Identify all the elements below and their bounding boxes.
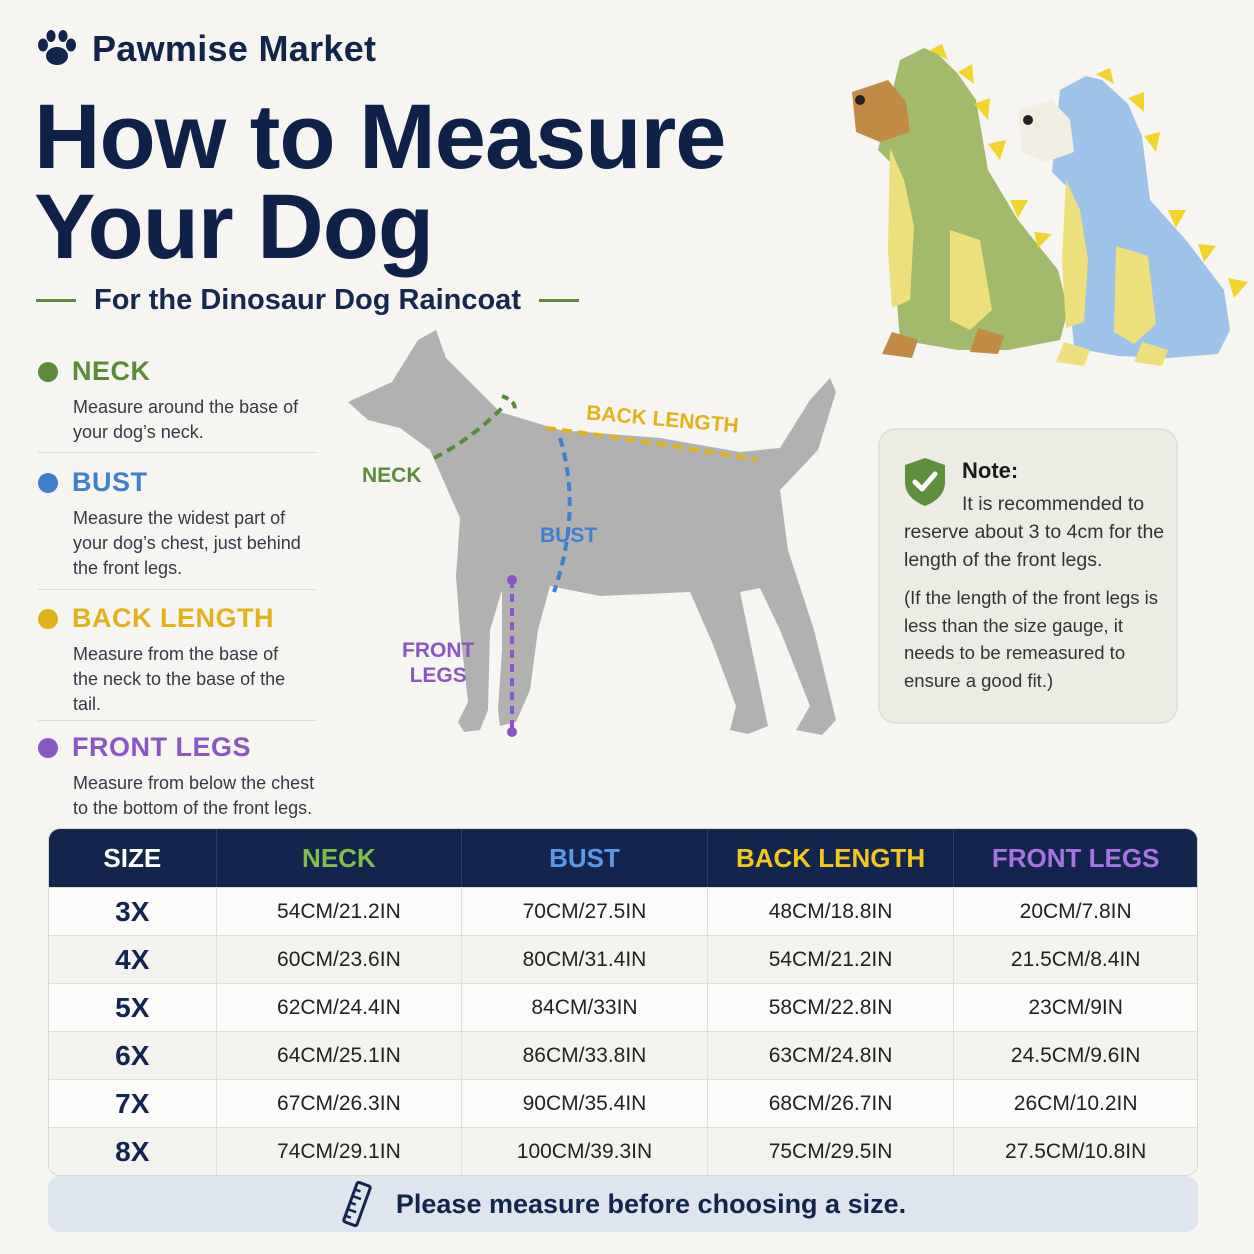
note-card: [878, 428, 1178, 724]
measure-back-length-desc: Measure from the base of the neck to the base of the tail.: [73, 644, 286, 714]
size-table: [48, 828, 1198, 1176]
note-title: Note:: [962, 458, 1019, 483]
front-legs-cell: 27.5CM/10.8IN: [954, 1127, 1197, 1175]
table-header-row: [49, 829, 1197, 887]
size-cell: 6X: [49, 1031, 217, 1079]
brand-name: Pawmise Market: [92, 28, 377, 69]
neck-dot-icon: [38, 362, 58, 382]
ruler-icon: [340, 1181, 374, 1227]
neck-cell: 60CM/23.6IN: [217, 935, 463, 983]
neck-cell: 74CM/29.1IN: [217, 1127, 463, 1175]
back-length-dot-icon: [38, 609, 58, 629]
bust-cell: 80CM/31.4IN: [462, 935, 708, 983]
column-header-back-length: BACK LENGTH: [708, 829, 955, 887]
bust-cell: 84CM/33IN: [462, 983, 708, 1031]
table-row: [49, 887, 1197, 935]
bust-dot-icon: [38, 473, 58, 493]
measure-bust-label: BUST: [72, 467, 148, 497]
column-header-neck: NECK: [217, 829, 463, 887]
paw-icon: [36, 29, 78, 69]
measure-neck-desc: Measure around the base of your dog’s neck.: [73, 397, 299, 442]
title-line-2: Your Dog: [34, 176, 434, 278]
neck-cell: 62CM/24.4IN: [217, 983, 463, 1031]
back-length-cell: 75CM/29.5IN: [708, 1127, 955, 1175]
measure-neck-label: NECK: [72, 356, 151, 386]
footer-banner: [48, 1176, 1198, 1232]
note-text-secondary: (If the length of the front legs is less than the size gauge, it needs to be remeasured to ensure a good fit.): [904, 587, 1159, 691]
size-cell: 3X: [49, 887, 217, 935]
brand: [36, 28, 376, 70]
column-header-front-legs: FRONT LEGS: [954, 829, 1197, 887]
measure-front-legs: [38, 732, 316, 821]
measure-neck: [38, 356, 316, 445]
size-cell: 7X: [49, 1079, 217, 1127]
front-legs-cell: 23CM/9IN: [954, 983, 1197, 1031]
measure-back-length: [38, 603, 316, 717]
front-legs-cell: 20CM/7.8IN: [954, 887, 1197, 935]
neck-cell: 64CM/25.1IN: [217, 1031, 463, 1079]
subtitle: For the Dinosaur Dog Raincoat: [94, 284, 521, 316]
front-legs-cell: 24.5CM/9.6IN: [954, 1031, 1197, 1079]
dog-diagram: [340, 330, 850, 750]
measure-front-legs-label: FRONT LEGS: [72, 732, 251, 762]
size-cell: 8X: [49, 1127, 217, 1175]
table-row: [49, 1031, 1197, 1079]
subtitle-row: [36, 284, 579, 317]
diagram-front-legs-line-2: LEGS: [409, 664, 467, 687]
table-row: [49, 983, 1197, 1031]
neck-cell: 67CM/26.3IN: [217, 1079, 463, 1127]
table-row: [49, 1079, 1197, 1127]
table-row: [49, 1127, 1197, 1175]
dogs-raincoat-photo: [838, 40, 1254, 370]
bust-cell: 90CM/35.4IN: [462, 1079, 708, 1127]
measure-bust: [38, 467, 316, 581]
bust-cell: 70CM/27.5IN: [462, 887, 708, 935]
bust-cell: 100CM/39.3IN: [462, 1127, 708, 1175]
back-length-cell: 68CM/26.7IN: [708, 1079, 955, 1127]
diagram-bust-label: BUST: [540, 524, 598, 547]
back-length-cell: 63CM/24.8IN: [708, 1031, 955, 1079]
front-legs-cell: 21.5CM/8.4IN: [954, 935, 1197, 983]
subtitle-rule-right: [539, 299, 579, 302]
note-text-primary: It is recommended to reserve about 3 to 4cm for the length of the front legs.: [904, 493, 1165, 571]
diagram-neck-label: NECK: [362, 464, 422, 487]
diagram-front-legs-line-1: FRONT: [402, 639, 475, 662]
footer-text: Please measure before choosing a size.: [395, 1188, 907, 1219]
back-length-cell: 58CM/22.8IN: [708, 983, 955, 1031]
diagram-front-legs-label: [402, 638, 474, 688]
front-legs-cell: 26CM/10.2IN: [954, 1079, 1197, 1127]
neck-cell: 54CM/21.2IN: [217, 887, 463, 935]
measure-back-length-label: BACK LENGTH: [72, 603, 274, 633]
diagram-back-length-label: BACK LENGTH: [585, 401, 740, 438]
subtitle-rule-left: [36, 299, 76, 302]
front-legs-dot-icon: [38, 738, 58, 758]
measure-front-legs-desc: Measure from below the chest to the bottom of the front legs.: [73, 773, 315, 818]
divider: [38, 589, 316, 590]
table-row: [49, 935, 1197, 983]
column-header-size: SIZE: [49, 829, 217, 887]
back-length-cell: 54CM/21.2IN: [708, 935, 955, 983]
size-cell: 5X: [49, 983, 217, 1031]
title-line-1: How to Measure: [34, 86, 726, 188]
divider: [38, 452, 316, 453]
back-length-cell: 48CM/18.8IN: [708, 887, 955, 935]
column-header-bust: BUST: [462, 829, 708, 887]
measure-bust-desc: Measure the widest part of your dog’s chest, just behind the front legs.: [73, 508, 301, 578]
size-cell: 4X: [49, 935, 217, 983]
page-title: [34, 86, 726, 278]
divider: [38, 720, 316, 721]
bust-cell: 86CM/33.8IN: [462, 1031, 708, 1079]
